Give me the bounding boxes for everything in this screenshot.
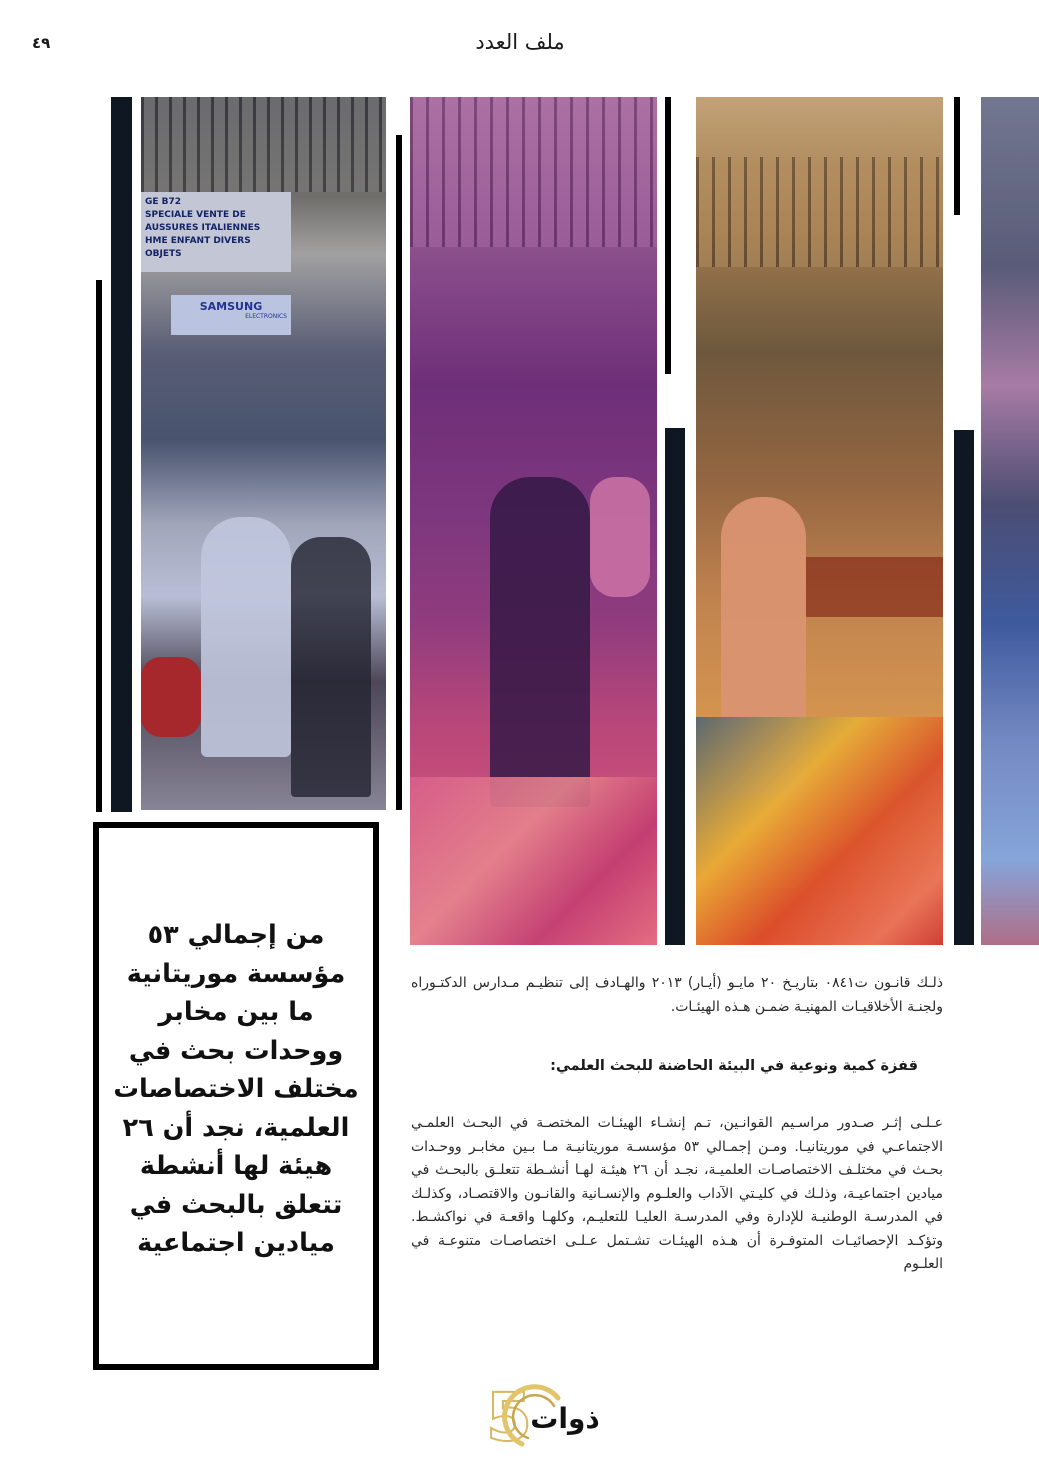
market-photo-strip-1 [141, 97, 386, 810]
pull-quote-box [93, 822, 379, 1370]
decorative-bar [665, 428, 685, 945]
decorative-line [96, 280, 102, 812]
article-subheading: قفزة كمية ونوعية في البيئة الحاضنة للبحث العلمي: [550, 1058, 918, 1074]
magazine-logo [472, 1380, 612, 1452]
logo-text: ذوات [530, 1402, 600, 1435]
page-number: ٤٩ [32, 34, 51, 52]
pull-quote-text: من إجمالي ٥٣ مؤسسة موريتانية ما بين مخابر ووحدات بحث في مختلف الاختصاصات العلمية، نجد أن ٢٦ هيئة لها أنشطة تتعلق بالبحث في ميادين اجتماعية [113, 920, 359, 1258]
shop-sign-line: GE B72 [145, 197, 182, 207]
decorative-line [665, 97, 671, 374]
decorative-bar [954, 430, 974, 945]
decorative-line [396, 135, 402, 810]
decorative-bar [111, 97, 132, 812]
article-paragraph: عـلـى إثـر صـدور مراسـيم القوانـين، تـم إنشـاء الهيئـات المختصـة في البحـث العلمـي الاجتماعـي في موريتانيـا. ومـن إجمـالي ٥٣ مؤسسـة موريتانيـة مـا بـين مخابـر ووحـدات بحـث في مختلـف الاختصاصـات العلميـة، نجـد أن ٢٦ هيئـة لهـا أنشـطة تتعلـق بالبحـث في ميادين اجتماعيـة، وذلـك في كليـتي الآداب والعلـوم والإنسـانية والقانـون والاقتصـاد، وكذلـك في المدرسـة الوطنيـة للإدارة وفي المدرسـة العليـا للتعليـم، وكلهـا واقعـة في نواكشـط. وتؤكـد الإحصائيـات المتوفـرة أن هـذه الهيئـات تشـتمل عـلـى اختصاصـات متنوعـة في العلـوم [411, 1115, 944, 1272]
article-paragraph: ذلـك قانـون ت٠٨٤١ بتاريـخ ٢٠ مايـو (أيـار) ٢٠١٣ والهـادف إلى تنظيـم مـدارس الدكتـوراه ولجنـة الأخلاقيـات المهنيـة ضمـن هـذه الهيئـات. [411, 975, 943, 1015]
brand-sign-sub: ELECTRONICS [245, 313, 287, 320]
market-photo-strip-2 [410, 97, 657, 945]
shop-sign-line: SPECIALE VENTE DE [145, 210, 246, 220]
logo-numeral: 5 [486, 1380, 532, 1452]
brand-sign-text: SAMSUNG [199, 300, 263, 313]
shop-sign-line: AUSSURES ITALIENNES [145, 223, 261, 233]
decorative-line [954, 97, 960, 215]
market-photo-strip-3 [696, 97, 943, 945]
shop-sign-line: HME ENFANT DIVERS OBJETS [145, 236, 251, 259]
section-title: ملف العدد [475, 30, 565, 54]
market-photo-strip-4 [981, 97, 1039, 945]
